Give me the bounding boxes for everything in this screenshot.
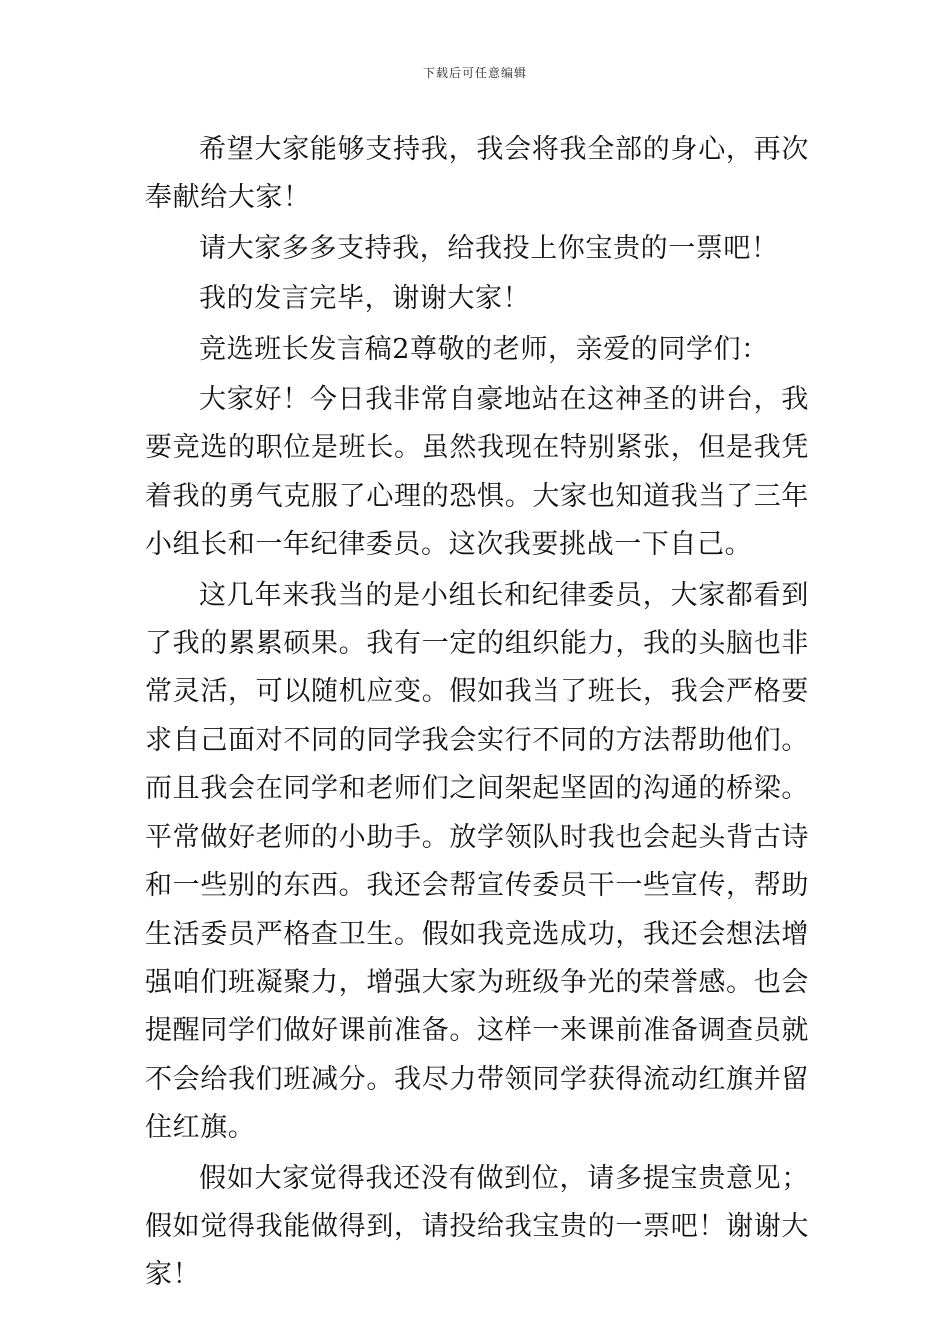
document-body <box>145 126 809 1300</box>
paragraph-vote-request: 请大家多多支持我，给我投上你宝贵的一票吧！ <box>199 232 779 264</box>
paragraph-support: 希望大家能够支持我，我会将我全部的身心，再次奉献给大家！ <box>145 134 809 214</box>
page-header-note: 下载后可任意编辑 <box>422 66 527 80</box>
paragraph-conclusion: 假如大家觉得我还没有做到位，请多提宝贵意见；假如觉得我能做得到，请投给我宝贵的一票吧！谢谢大家！ <box>145 1162 809 1291</box>
paragraph-introduction: 大家好！今日我非常自豪地站在这神圣的讲台，我要竞选的职位是班长。虽然我现在特别紧张，但是我凭着我的勇气克服了心理的恐惧。大家也知道我当了三年小组长和一年纪律委员。这次我要挑战一下自己。 <box>145 384 809 561</box>
paragraph-closing: 我的发言完毕，谢谢大家！ <box>199 283 531 315</box>
paragraph-experience: 这几年来我当的是小组长和纪律委员，大家都看到了我的累累硕果。我有一定的组织能力，我的头脑也非常灵活，可以随机应变。假如我当了班长，我会严格要求自己面对不同的同学我会实行不同的方法帮助他们。而且我会在同学和老师们之间架起坚固的沟通的桥梁。平常做好老师的小助手。放学领队时我也会起头背古诗和一些别的东西。我还会帮宣传委员干一些宣传，帮助生活委员严格查卫生。假如我竞选成功，我还会想法增强咱们班凝聚力，增强大家为班级争光的荣誉感。也会提醒同学们做好课前准备。这样一来课前准备调查员就不会给我们班减分。我尽力带领同学获得流动红旗并留住红旗。 <box>145 579 809 1144</box>
paragraph-speech-title: 竞选班长发言稿2尊敬的老师，亲爱的同学们： <box>199 333 769 365</box>
